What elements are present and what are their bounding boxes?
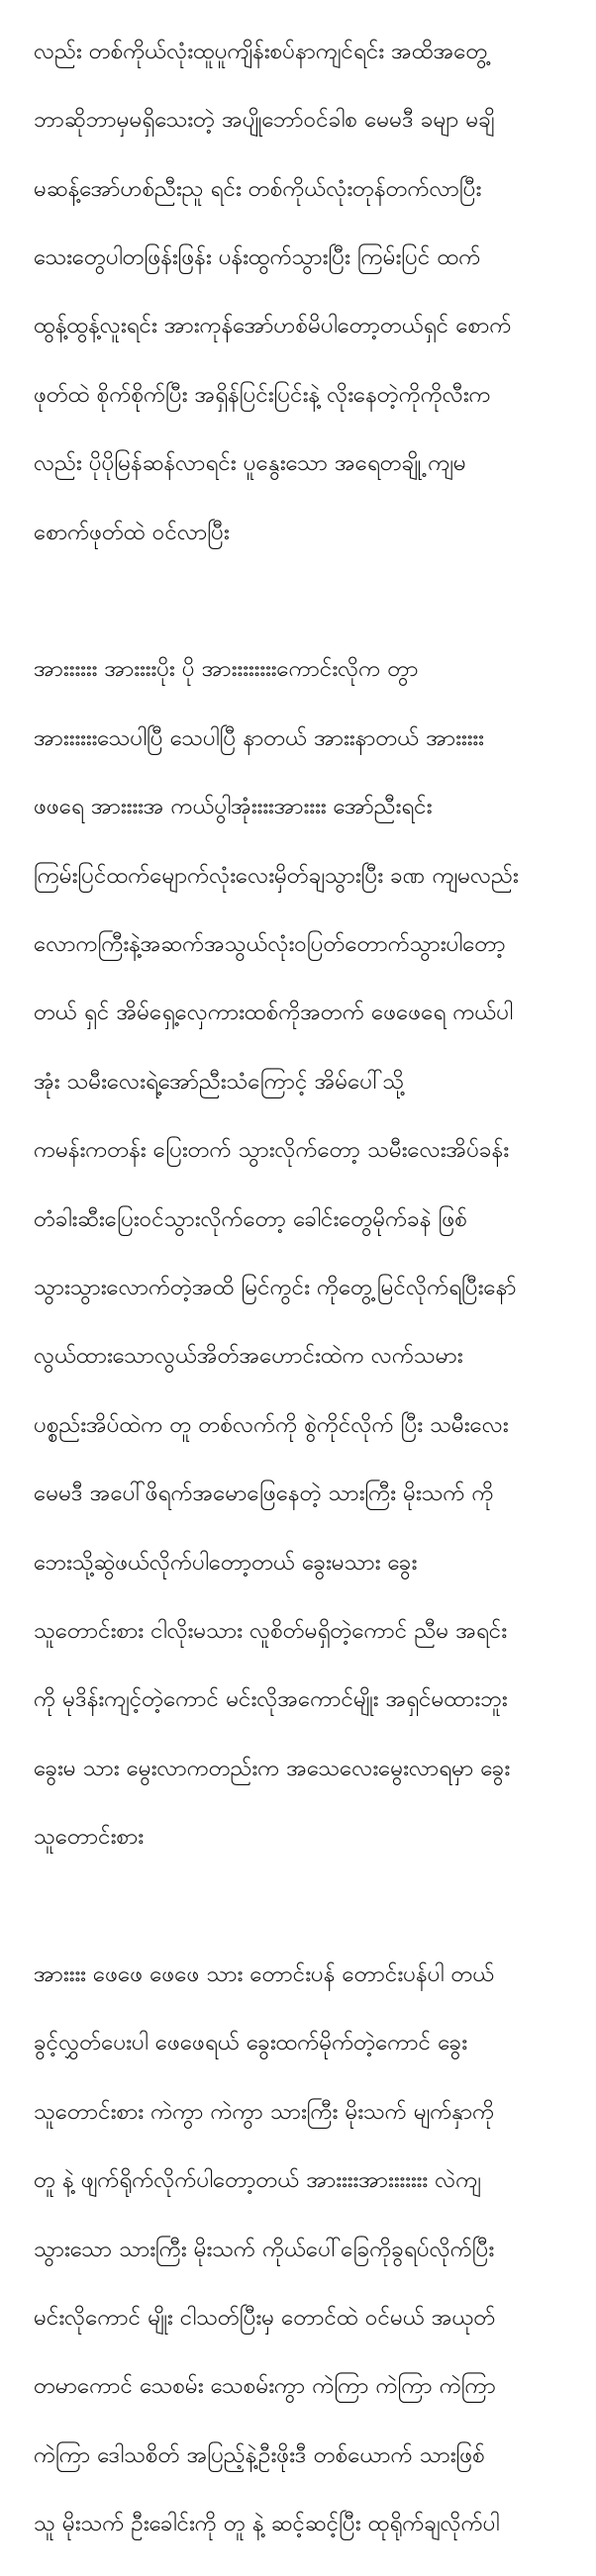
- text-line: ကြမ်းပြင်ထက်မျောက်လုံးလေးမှိတ်ချသွားပြီး ခဏ ကျမလည်း: [34, 862, 519, 889]
- text-line: လည်း တစ်ကိုယ်လုံးထူပူကျိန်းစပ်နာကျင်ရင်း အထိအတွေ့: [34, 38, 488, 64]
- text-line: သွားသော သားကြီး မိုးသက် ကိုယ်ပေါ်ခြေကိုခွရပ်လိုက်ပြီး: [34, 2236, 495, 2262]
- text-line: သွားသွားလောက်တဲ့အထိ မြင်ကွင်း ကိုတွေ့မြင်လိုက်ရပြီးနော်: [34, 1275, 517, 1300]
- text-line: အားးးးးး အားးးးပိုး ပို အားးးးးးးးကောင်းလိုက တွာ: [34, 656, 419, 683]
- text-line: ဘေးသို့ဆွဲဖယ်လိုက်ပါတော့တယ် ခွေးမသား ခွေး: [34, 1549, 418, 1575]
- text-line: တူ နဲ့ ဖျက်ရိုက်လိုက်ပါတော့တယ် အားးးးအားးးးးးး လဲကျ: [34, 2167, 481, 2194]
- text-line: သူ မိုးသက် ဦးခေါင်းကို တူ နဲ့ ဆင့်ဆင့်ပြီး ထုရိုက်ချလိုက်ပါ: [34, 2511, 500, 2537]
- paragraph-2: [34, 619, 580, 1889]
- text-line: ပစ္စည်းအိပ်ထဲက တူ တစ်လက်ကို စွဲကိုင်လိုက် ပြီး သမီးလေး: [34, 1411, 509, 1438]
- text-line: ကမန်းကတန်း ပြေးတက် သွားလိုက်တော့ သမီးလေးအိပ်ခန်း: [34, 1137, 509, 1164]
- text-line: မဆန့်အော်ဟစ်ညီးညူ ရင်း တစ်ကိုယ်လုံးတုန်တက်လာပြီး: [34, 175, 482, 202]
- text-line: တမာကောင် သေစမ်း သေစမ်းကွာ ကဲကြာ ကဲကြာ ကဲကြာ: [34, 2373, 496, 2400]
- text-line: တယ် ရှင် အိမ်ရှေ့လှေကားထစ်ကိုအတက် ဖေဖေရေ ကယ်ပါ: [34, 1000, 513, 1026]
- text-line: တံခါးဆီးပြေးဝင်သွားလိုက်တော့ ခေါင်းတွေမိုက်ခနဲ ဖြစ်: [34, 1205, 467, 1232]
- text-line: အားးးးးးသေပါပြီ သေပါပြီ နာတယ် အားးနာတယ် အားးးးး: [34, 724, 484, 751]
- text-line: ခွင့်လွှတ်ပေးပါ ဖေဖေရယ် ခွေးထက်မိုက်တဲ့ကောင် ခွေး: [34, 2030, 467, 2056]
- text-line: စောက်ဖုတ်ထဲ ဝင်လာပြီး: [34, 519, 230, 545]
- paragraph-1: [34, 0, 580, 584]
- text-line: ဘာဆိုဘာမှမရှိသေးတဲ့ အပျိုဘော်ဝင်ခါစ မေမဒီ ခမျာ မချိ: [34, 107, 495, 134]
- text-line: သေးတွေပါတဖြန်းဖြန်း ပန်းထွက်သွားပြီး ကြမ်းပြင် ထက်: [34, 243, 481, 270]
- text-line: အုံး သမီးလေးရဲ့အော်ညီးသံကြောင့် အိမ်ပေါ်သို့: [34, 1068, 405, 1095]
- text-line: မင်းလိုကောင် မျိုး ငါသတ်ပြီးမှ တောင်ထဲ ဝင်မယ် အယုတ်: [34, 2305, 496, 2332]
- text-line: ကို မုဒိန်းကျင့်တဲ့ကောင် မင်းလိုအကောင်မျိုး အရှင်မထားဘူး: [34, 1686, 508, 1713]
- text-line: ခွေးမ သား မွေးလာကတည်းက အသေလေးမွေးလာရမှာ ခွေး: [34, 1755, 511, 1781]
- text-line: သူတောင်းစား ငါလိုးမသား လူစိတ်မရှိတဲ့ကောင် ညီမ အရင်း: [34, 1618, 507, 1645]
- text-line: သူတောင်းစား: [34, 1824, 144, 1851]
- text-line: လောကကြီးနဲ့အဆက်အသွယ်လုံးဝပြတ်တောက်သွားပါတော့: [34, 930, 506, 957]
- text-line: ကဲကြာ ဒေါသစိတ် အပြည့်နဲ့ဦးဖိုးဒီ တစ်ယောက် သားဖြစ်: [34, 2441, 485, 2468]
- paragraph-3: [34, 1923, 580, 2575]
- text-line: လည်း ပိုပိုမြန်ဆန်လာရင်း ပူနွေးသော အရေတချို့ ကျမ: [34, 450, 466, 477]
- text-line: လွယ်ထားသောလွယ်အိတ်အဟောင်းထဲက လက်သမား: [34, 1343, 463, 1370]
- article-body: [34, 0, 580, 2576]
- paragraph-gap: [34, 1889, 580, 1924]
- text-line: ဖုတ်ထဲ စိုက်စိုက်ပြီး အရှိန်ပြင်းပြင်းနဲ့ လိုးနေတဲ့ကိုကိုလီးက: [34, 381, 491, 408]
- text-line: ဖဖရေ အားးးးအ ကယ်ပွါအုံးးးးအားးးး အော်ညီးရင်း: [34, 794, 433, 820]
- text-line: အားးးး ဖေဖေ ဖေဖေ သား တောင်းပန် တောင်းပန်ပါ တယ်: [34, 1961, 495, 1988]
- text-line: မေမဒီ အပေါ်ဖိရက်အမောဖြေနေတဲ့ သားကြီး မိုးသက် ကို: [34, 1480, 494, 1507]
- text-line: သူတောင်းစား ကဲကွာ ကဲကွာ သားကြီး မိုးသက် မျက်နှာကို: [34, 2098, 495, 2125]
- text-line: ထွန့်ထွန့်လူးရင်း အားကုန်အော်ဟစ်မိပါတော့တယ်ရှင် စောက်: [34, 313, 512, 339]
- paragraph-gap: [34, 584, 580, 619]
